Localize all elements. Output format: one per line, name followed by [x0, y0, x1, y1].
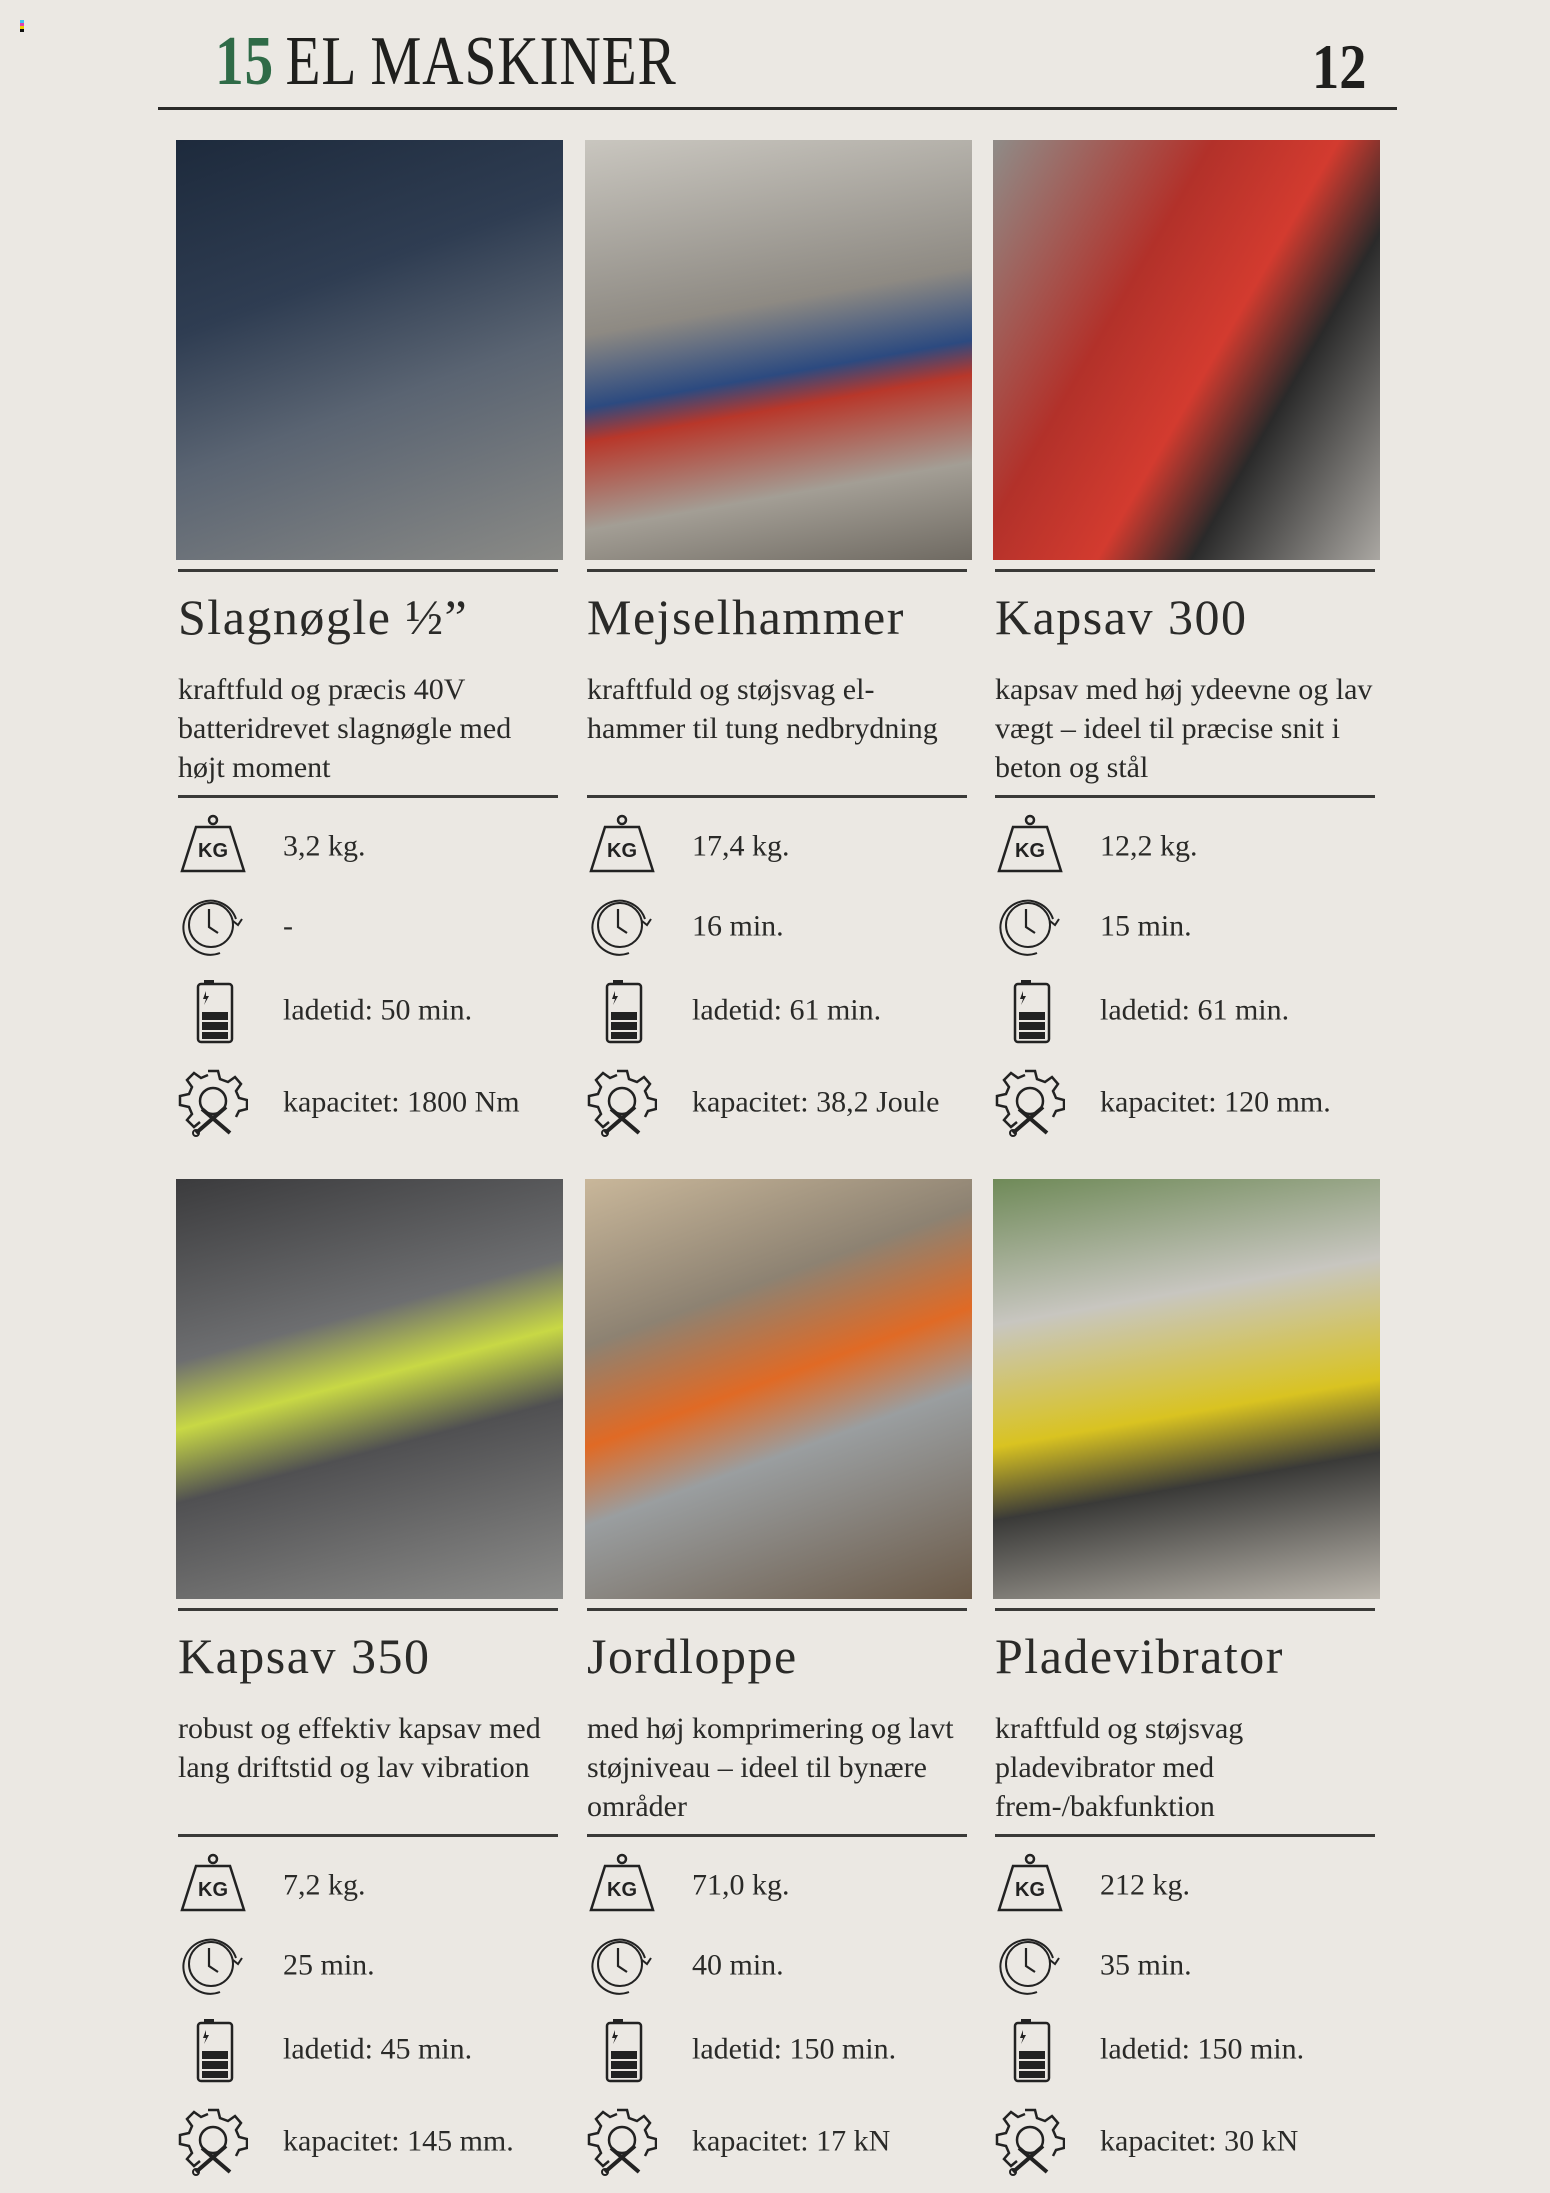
weight-kg-icon	[587, 1850, 657, 1920]
capacity-spec	[176, 2106, 563, 2176]
charge-time-spec	[585, 2014, 972, 2084]
capacity-spec	[993, 2106, 1380, 2176]
capacity-spec	[993, 1067, 1380, 1137]
runtime-spec-value: -	[283, 909, 293, 943]
product-description: robust og effektiv kapsav med lang driftstid og lav vibration	[178, 1712, 541, 1784]
charge-time-spec-value: ladetid: 50 min.	[283, 993, 473, 1027]
capacity-spec	[176, 1067, 563, 1137]
divider	[995, 569, 1375, 572]
impact-wrench-photo	[176, 140, 563, 560]
divider	[995, 1608, 1375, 1611]
divider	[178, 795, 558, 798]
charge-time-spec	[585, 975, 972, 1045]
weight-kg-icon	[995, 811, 1065, 881]
product-description: kraftfuld og støjsvag el-hammer til tung nedbrydning	[587, 673, 938, 745]
charge-time-spec-value: ladetid: 61 min.	[1100, 993, 1290, 1027]
charge-time-spec-value: ladetid: 150 min.	[1100, 2032, 1305, 2066]
page-title	[215, 22, 677, 102]
gear-tools-icon	[178, 1067, 248, 1137]
charge-time-spec-value: ladetid: 45 min.	[283, 2032, 473, 2066]
battery-icon	[178, 975, 248, 1045]
svg-text:KG: KG	[607, 840, 637, 862]
runtime-spec-value: 40 min.	[692, 1948, 784, 1982]
plate-compactor-photo	[993, 1179, 1380, 1599]
print-registration-mark	[20, 20, 24, 32]
svg-text:KG: KG	[607, 1879, 637, 1901]
weight-spec-value: 12,2 kg.	[1100, 829, 1198, 863]
header-divider	[158, 107, 1397, 110]
gear-tools-icon	[178, 2106, 248, 2176]
runtime-spec-value: 25 min.	[283, 1948, 375, 1982]
demolition-hammer-photo	[585, 140, 972, 560]
weight-kg-icon	[178, 1850, 248, 1920]
product-card	[993, 140, 1380, 1140]
clock-runtime-icon	[178, 1930, 248, 2000]
weight-spec	[585, 1850, 972, 1920]
svg-text:KG: KG	[1015, 1879, 1045, 1901]
divider	[178, 569, 558, 572]
capacity-spec-value: kapacitet: 38,2 Joule	[692, 1085, 940, 1119]
charge-time-spec-value: ladetid: 150 min.	[692, 2032, 897, 2066]
weight-spec-value: 212 kg.	[1100, 1868, 1190, 1902]
charge-time-spec-value: ladetid: 61 min.	[692, 993, 882, 1027]
runtime-spec-value: 16 min.	[692, 909, 784, 943]
runtime-spec	[176, 891, 563, 961]
section-number: 15	[215, 23, 275, 100]
runtime-spec	[993, 1930, 1380, 2000]
gear-tools-icon	[587, 2106, 657, 2176]
product-card	[585, 140, 972, 1140]
cut-off-saw-350-photo	[176, 1179, 563, 1599]
battery-icon	[178, 2014, 248, 2084]
gear-tools-icon	[995, 1067, 1065, 1137]
product-description: kapsav med høj ydeevne og lav vægt – ideel til præcise snit i beton og stål	[995, 673, 1373, 784]
weight-kg-icon	[178, 811, 248, 881]
divider	[995, 795, 1375, 798]
battery-icon	[587, 975, 657, 1045]
divider	[178, 1834, 558, 1837]
battery-icon	[995, 2014, 1065, 2084]
clock-runtime-icon	[995, 891, 1065, 961]
battery-icon	[587, 2014, 657, 2084]
runtime-spec	[176, 1930, 563, 2000]
runtime-spec	[585, 1930, 972, 2000]
charge-time-spec	[993, 2014, 1380, 2084]
runtime-spec	[585, 891, 972, 961]
product-description: kraftfuld og støjsvag pladevibrator med frem-/bakfunktion	[995, 1712, 1244, 1823]
svg-text:KG: KG	[1015, 840, 1045, 862]
weight-spec	[993, 811, 1380, 881]
weight-kg-icon	[587, 811, 657, 881]
divider	[587, 1834, 967, 1837]
product-name: Kapsav 350	[178, 1628, 431, 1684]
divider	[587, 795, 967, 798]
cut-off-saw-300-photo	[993, 140, 1380, 560]
divider	[178, 1608, 558, 1611]
svg-text:KG: KG	[198, 840, 228, 862]
product-name: Kapsav 300	[995, 589, 1248, 645]
clock-runtime-icon	[587, 891, 657, 961]
capacity-spec-value: kapacitet: 1800 Nm	[283, 1085, 520, 1119]
product-description: med høj komprimering og lavt støjniveau – ideel til bynære områder	[587, 1712, 954, 1823]
clock-runtime-icon	[587, 1930, 657, 2000]
runtime-spec	[993, 891, 1380, 961]
product-name: Pladevibrator	[995, 1628, 1284, 1684]
product-card	[993, 1179, 1380, 2179]
product-name: Mejselhammer	[587, 589, 905, 645]
weight-spec	[585, 811, 972, 881]
product-description: kraftfuld og præcis 40V batteridrevet slagnøgle med højt moment	[178, 673, 512, 784]
weight-kg-icon	[995, 1850, 1065, 1920]
product-card	[585, 1179, 972, 2179]
product-card	[176, 140, 563, 1140]
capacity-spec-value: kapacitet: 145 mm.	[283, 2124, 514, 2158]
weight-spec	[176, 1850, 563, 1920]
product-name: Jordloppe	[587, 1628, 798, 1684]
divider	[587, 569, 967, 572]
product-card	[176, 1179, 563, 2179]
weight-spec-value: 7,2 kg.	[283, 1868, 366, 1902]
divider	[587, 1608, 967, 1611]
capacity-spec-value: kapacitet: 120 mm.	[1100, 1085, 1331, 1119]
charge-time-spec	[176, 975, 563, 1045]
clock-runtime-icon	[178, 891, 248, 961]
product-name: Slagnøgle ½”	[178, 589, 469, 645]
svg-text:KG: KG	[198, 1879, 228, 1901]
capacity-spec-value: kapacitet: 17 kN	[692, 2124, 891, 2158]
weight-spec	[176, 811, 563, 881]
capacity-spec	[585, 1067, 972, 1137]
section-title: EL MASKINER	[285, 23, 677, 100]
weight-spec-value: 71,0 kg.	[692, 1868, 790, 1902]
battery-icon	[995, 975, 1065, 1045]
charge-time-spec	[993, 975, 1380, 1045]
page-number: 12	[1312, 31, 1367, 102]
divider	[995, 1834, 1375, 1837]
weight-spec	[993, 1850, 1380, 1920]
gear-tools-icon	[995, 2106, 1065, 2176]
weight-spec-value: 3,2 kg.	[283, 829, 366, 863]
runtime-spec-value: 35 min.	[1100, 1948, 1192, 1982]
charge-time-spec	[176, 2014, 563, 2084]
rammer-photo	[585, 1179, 972, 1599]
runtime-spec-value: 15 min.	[1100, 909, 1192, 943]
capacity-spec	[585, 2106, 972, 2176]
clock-runtime-icon	[995, 1930, 1065, 2000]
weight-spec-value: 17,4 kg.	[692, 829, 790, 863]
gear-tools-icon	[587, 1067, 657, 1137]
capacity-spec-value: kapacitet: 30 kN	[1100, 2124, 1299, 2158]
